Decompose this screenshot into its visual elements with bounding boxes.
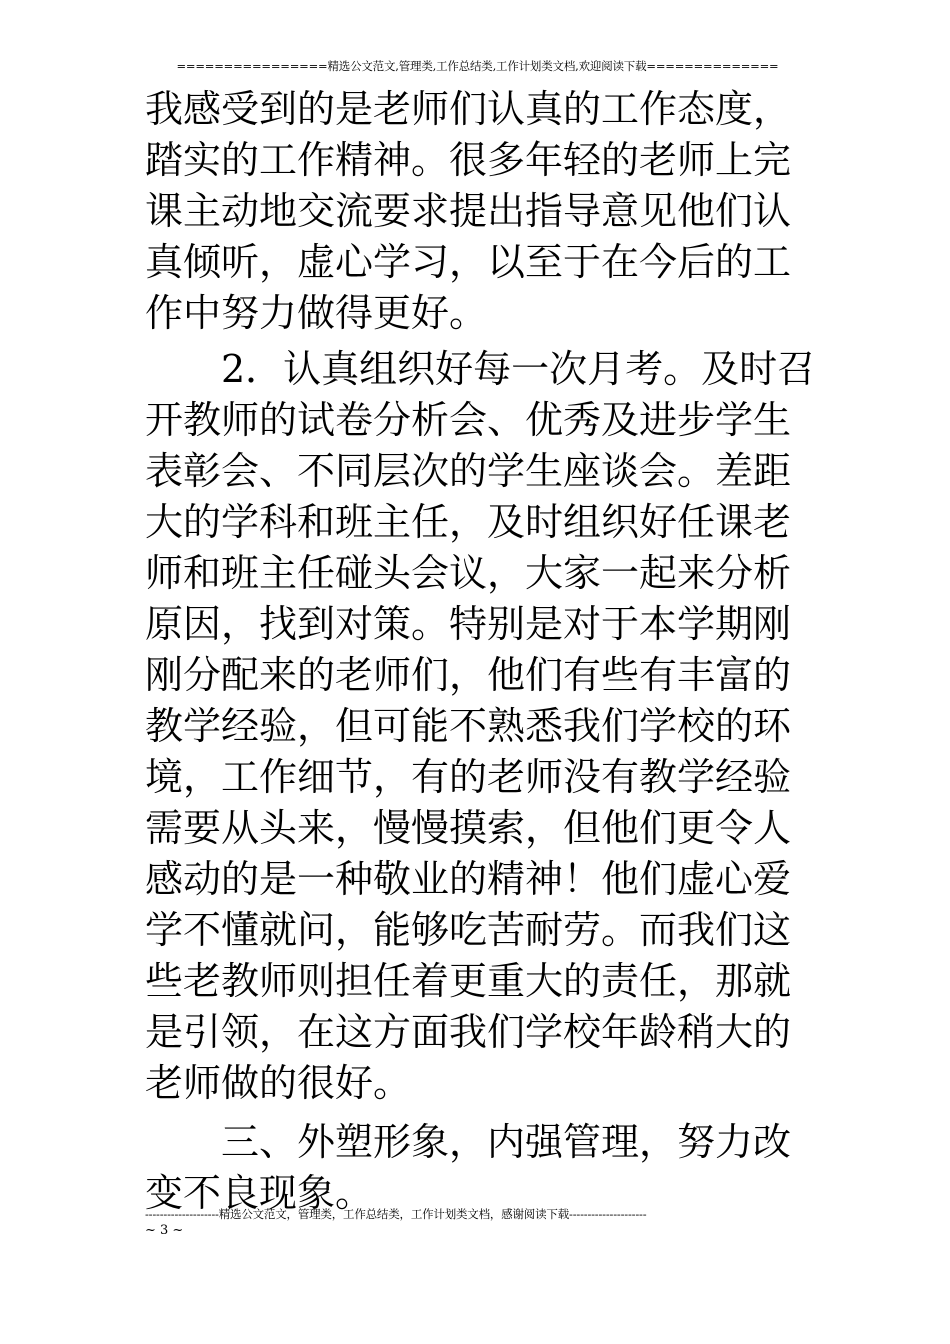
text-line: 些老教师则担任着更重大的责任，那就	[145, 959, 792, 1003]
text-line: 开教师的试卷分析会、优秀及进步学生	[145, 398, 792, 442]
text-line: 教学经验，但可能不熟悉我们学校的环	[145, 704, 792, 748]
text-line: 学不懂就问，能够吃苦耐劳。而我们这	[145, 908, 792, 952]
page-number: ~ 3 ~	[145, 1223, 184, 1238]
text-line: 老师做的很好。	[145, 1061, 412, 1105]
text-line: 师和班主任碰头会议，大家一起来分析	[145, 551, 792, 595]
text-line: 刚分配来的老师们，他们有些有丰富的	[145, 653, 792, 697]
text-line: 境，工作细节，有的老师没有教学经验	[145, 755, 792, 799]
text-line: 真倾听，虚心学习，以至于在今后的工	[145, 240, 792, 284]
text-line: 是引领，在这方面我们学校年龄稍大的	[145, 1010, 792, 1054]
text-line: 感动的是一种敬业的精神！他们虚心爱	[145, 857, 792, 901]
text-line: 大的学科和班主任，及时组织好任课老	[145, 500, 792, 544]
text-line: 变不良现象。	[145, 1171, 374, 1215]
text-line: 课主动地交流要求提出指导意见他们认	[145, 189, 792, 233]
text-line: 表彰会、不同层次的学生座谈会。差距	[145, 449, 792, 493]
page-footer: --------------------精选公文范文，管理类，工作总结类，工作计划类文档，感谢阅读下载---------------------	[145, 1207, 647, 1221]
text-line: 我感受到的是老师们认真的工作态度，	[145, 87, 792, 131]
text-line: 2．认真组织好每一次月考。及时召	[145, 347, 816, 391]
text-line: 踏实的工作精神。很多年轻的老师上完	[145, 138, 792, 182]
text-line: 原因，找到对策。特别是对于本学期刚	[145, 602, 792, 646]
text-line: 需要从头来，慢慢摸索，但他们更令人	[145, 806, 792, 850]
text-line: 作中努力做得更好。	[145, 291, 488, 335]
text-line: 三、外塑形象，内强管理，努力改	[145, 1120, 792, 1164]
body-text	[145, 84, 815, 1219]
page-header: ================精选公文范文,管理类,工作总结类,工作计划类文档,欢迎阅读下载==============	[176, 59, 779, 73]
